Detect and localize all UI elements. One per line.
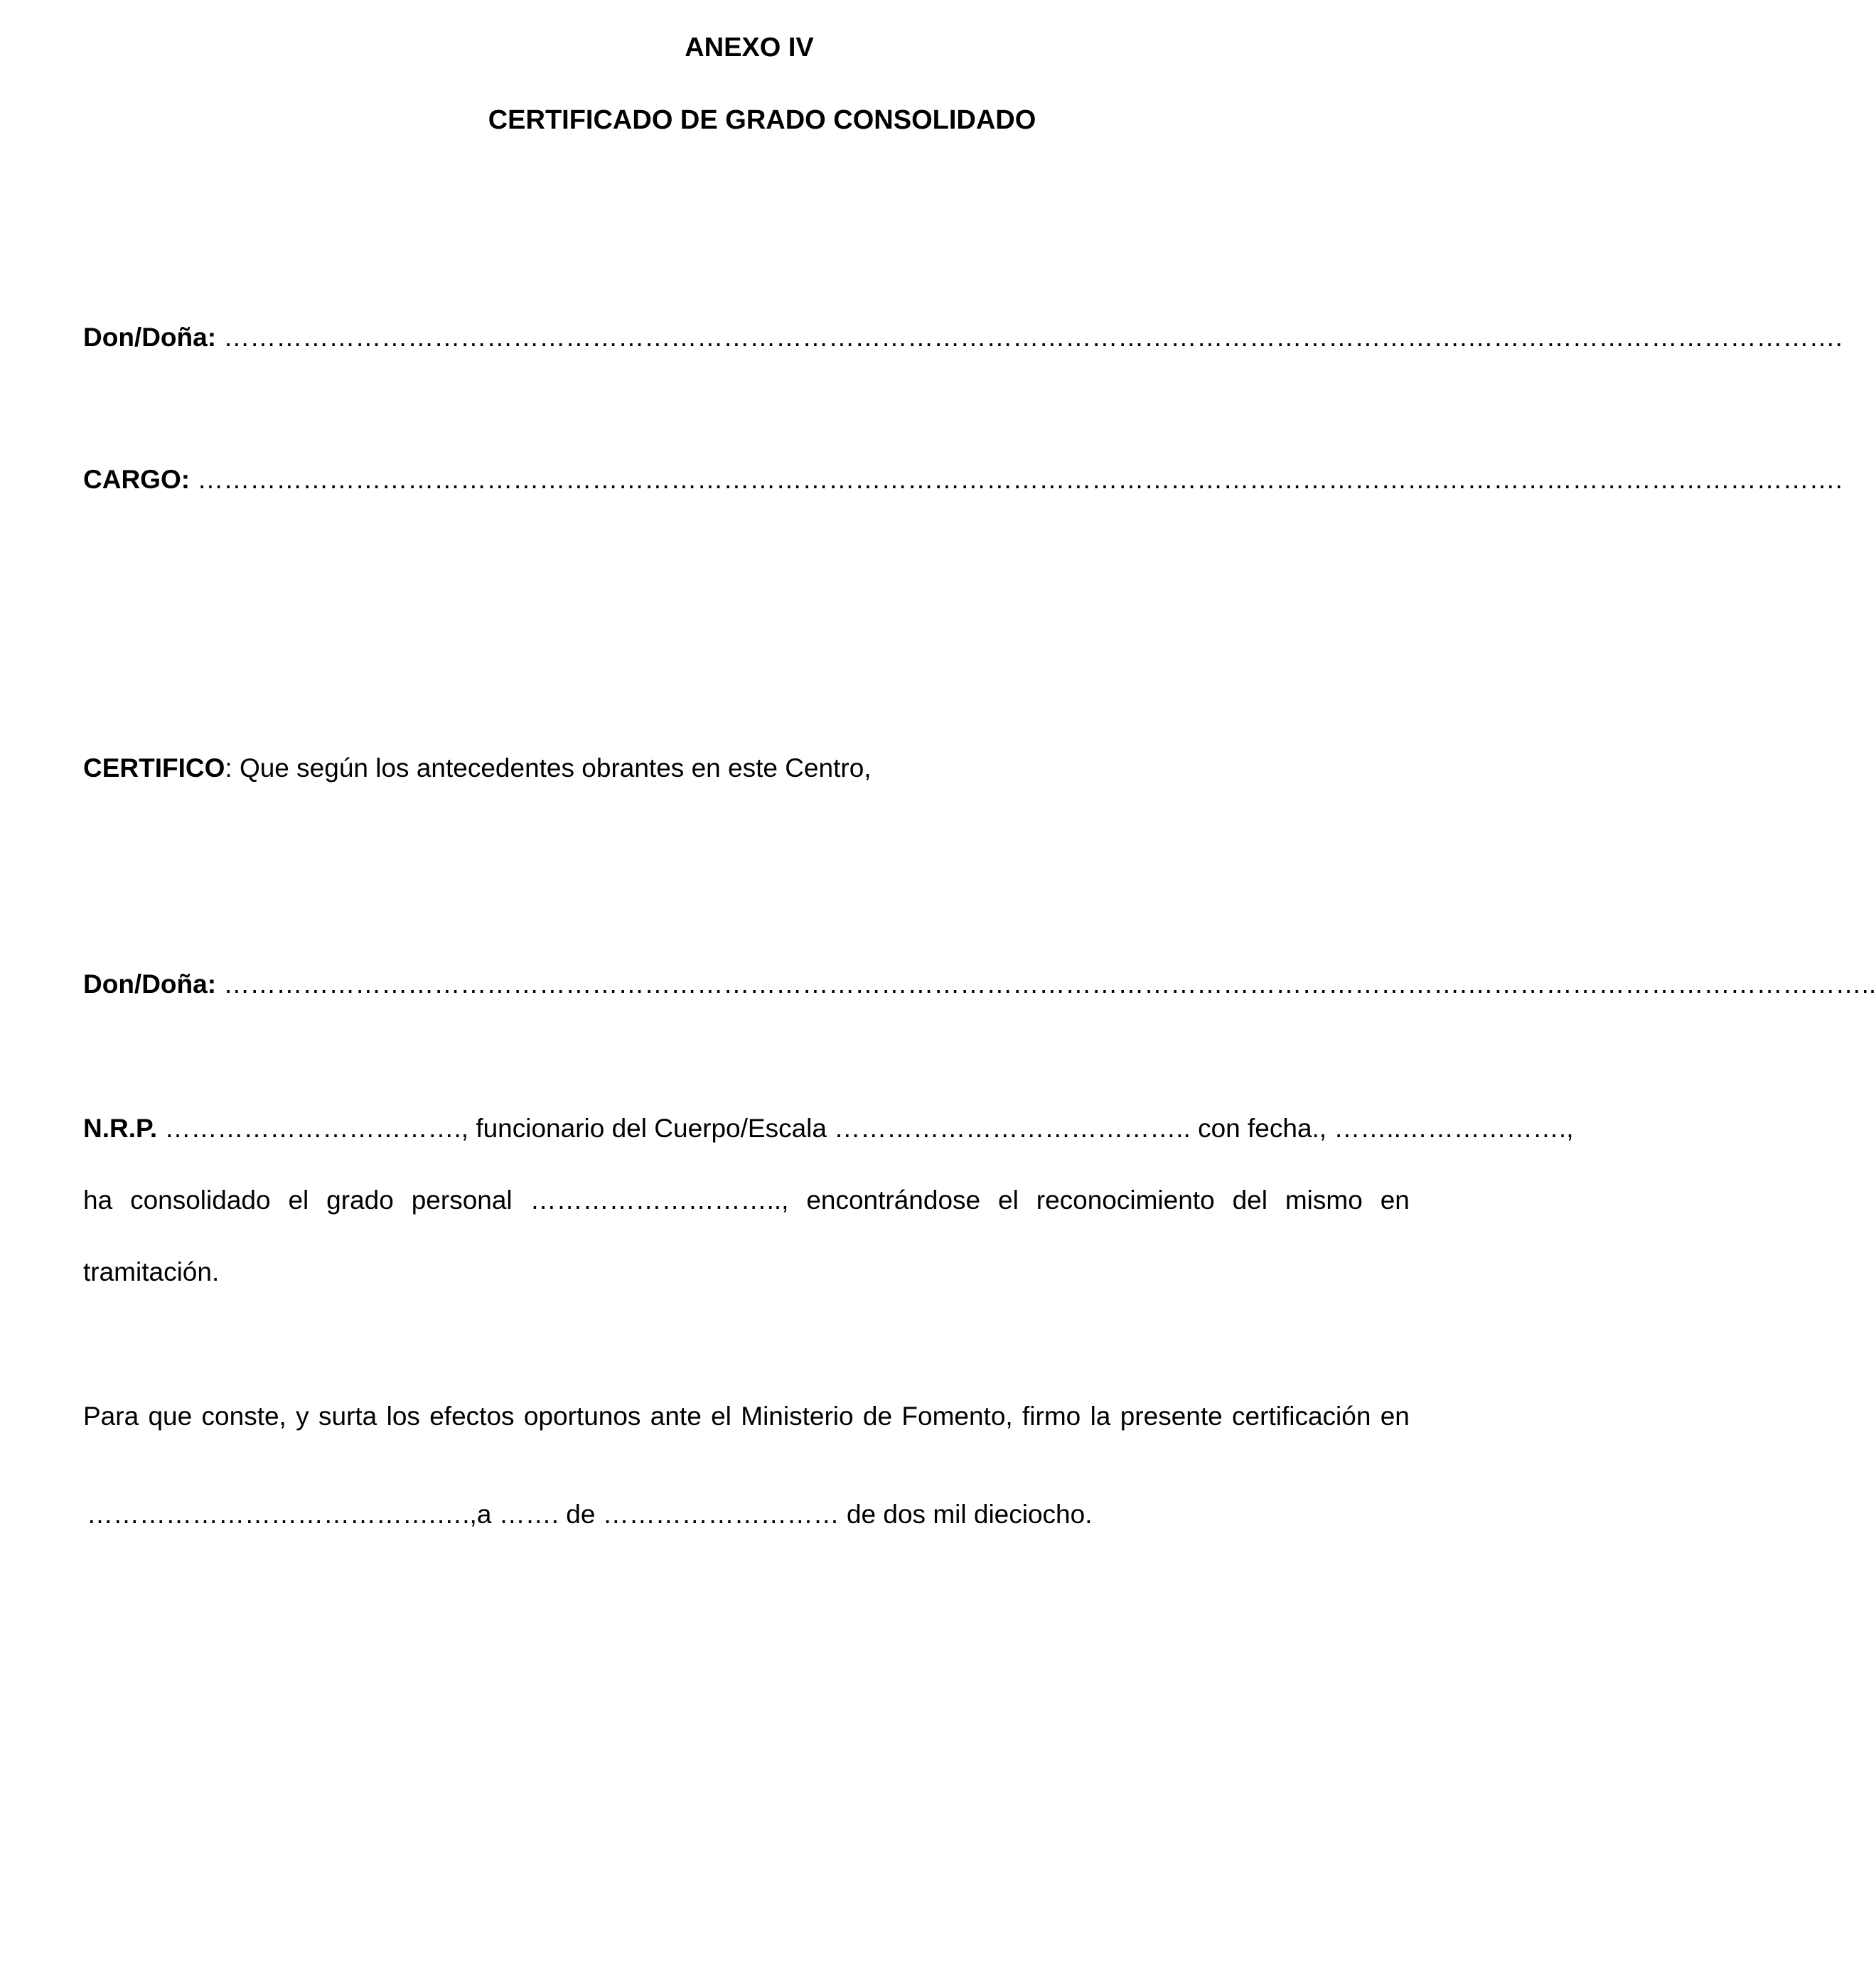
closing-line-1-word: surta (318, 1402, 377, 1431)
annex-heading (0, 34, 1511, 61)
cargo-line (83, 465, 1843, 494)
nrp-label: N.R.P. (83, 1114, 158, 1143)
closing-line-1-word: firmo (1022, 1402, 1081, 1431)
don-dona-dots-2: …………………………………………………………………………………………………………………………….……………………………………….. (223, 969, 1876, 999)
nrp-line-2-word: del (1232, 1186, 1267, 1215)
don-dona-line-1 (83, 323, 1843, 352)
nrp-line-2-word: el (998, 1186, 1019, 1215)
nrp-line-2-word: el (288, 1186, 309, 1215)
closing-line-1 (83, 1403, 1410, 1429)
nrp-line-2-word: consolidado (130, 1186, 271, 1215)
nrp-line-1-text: ……………………………., funcionario del Cuerpo/Escala ………………………………….. con fecha., ……..………………., (157, 1114, 1574, 1143)
nrp-line-2-word: en (1380, 1186, 1410, 1215)
closing-line-1-word: Para (83, 1402, 139, 1431)
closing-line-1-word: efectos (429, 1402, 515, 1431)
don-dona-label-2: Don/Doña: (83, 969, 217, 999)
document-title-text: CERTIFICADO DE GRADO CONSOLIDADO (488, 105, 1036, 135)
document-title (0, 107, 1511, 134)
closing-line-1-word: Ministerio (741, 1402, 854, 1431)
closing-line-1-word: oportunos (523, 1402, 641, 1431)
nrp-line-2-word: encontrándose (806, 1186, 981, 1215)
closing-line-1-word: los (386, 1402, 420, 1431)
closing-line-1-word: que (148, 1402, 193, 1431)
cargo-label: CARGO: (83, 465, 191, 494)
nrp-line-2-word: grado (326, 1186, 394, 1215)
closing-line-1-word: Fomento, (901, 1402, 1013, 1431)
nrp-line-2 (83, 1187, 1410, 1213)
don-dona-line-2 (83, 969, 1876, 999)
closing-line-2: ………………………………….….,a ……. de ……………………… de dos mil dieciocho. (87, 1500, 1093, 1529)
annex-heading-text: ANEXO IV (685, 33, 814, 63)
certifico-label: CERTIFICO (83, 753, 225, 783)
nrp-line-2-word: reconocimiento (1036, 1186, 1215, 1215)
cargo-dots: …………………………………………………………………………………………………………………………….………………………………………. (197, 465, 1843, 494)
nrp-line-1 (83, 1115, 1573, 1141)
nrp-line-2-word: personal (411, 1186, 513, 1215)
don-dona-dots-1: …………………………………………………………………………………………………………………………….……………………………………. (223, 323, 1843, 352)
don-dona-label-1: Don/Doña: (83, 323, 217, 352)
closing-line-1-word: en (1380, 1402, 1410, 1431)
closing-line-1-word: presente (1120, 1402, 1223, 1431)
closing-line-1-word: la (1090, 1402, 1111, 1431)
nrp-line-2-word: mismo (1285, 1186, 1363, 1215)
certifico-line (83, 755, 872, 781)
certifico-text: : Que según los antecedentes obrantes en este Centro, (225, 753, 872, 783)
closing-line-1-word: conste, (201, 1402, 286, 1431)
closing-line-1-word: el (711, 1402, 731, 1431)
closing-line-1-word: y (296, 1402, 309, 1431)
nrp-line-2-word: ……………………….., (530, 1186, 789, 1215)
closing-line-1-word: certificación (1232, 1402, 1371, 1431)
nrp-line-2-word: ha (83, 1186, 113, 1215)
closing-line-1-word: ante (650, 1402, 702, 1431)
closing-line-1-word: de (862, 1402, 893, 1431)
nrp-line-3: tramitación. (83, 1257, 220, 1286)
